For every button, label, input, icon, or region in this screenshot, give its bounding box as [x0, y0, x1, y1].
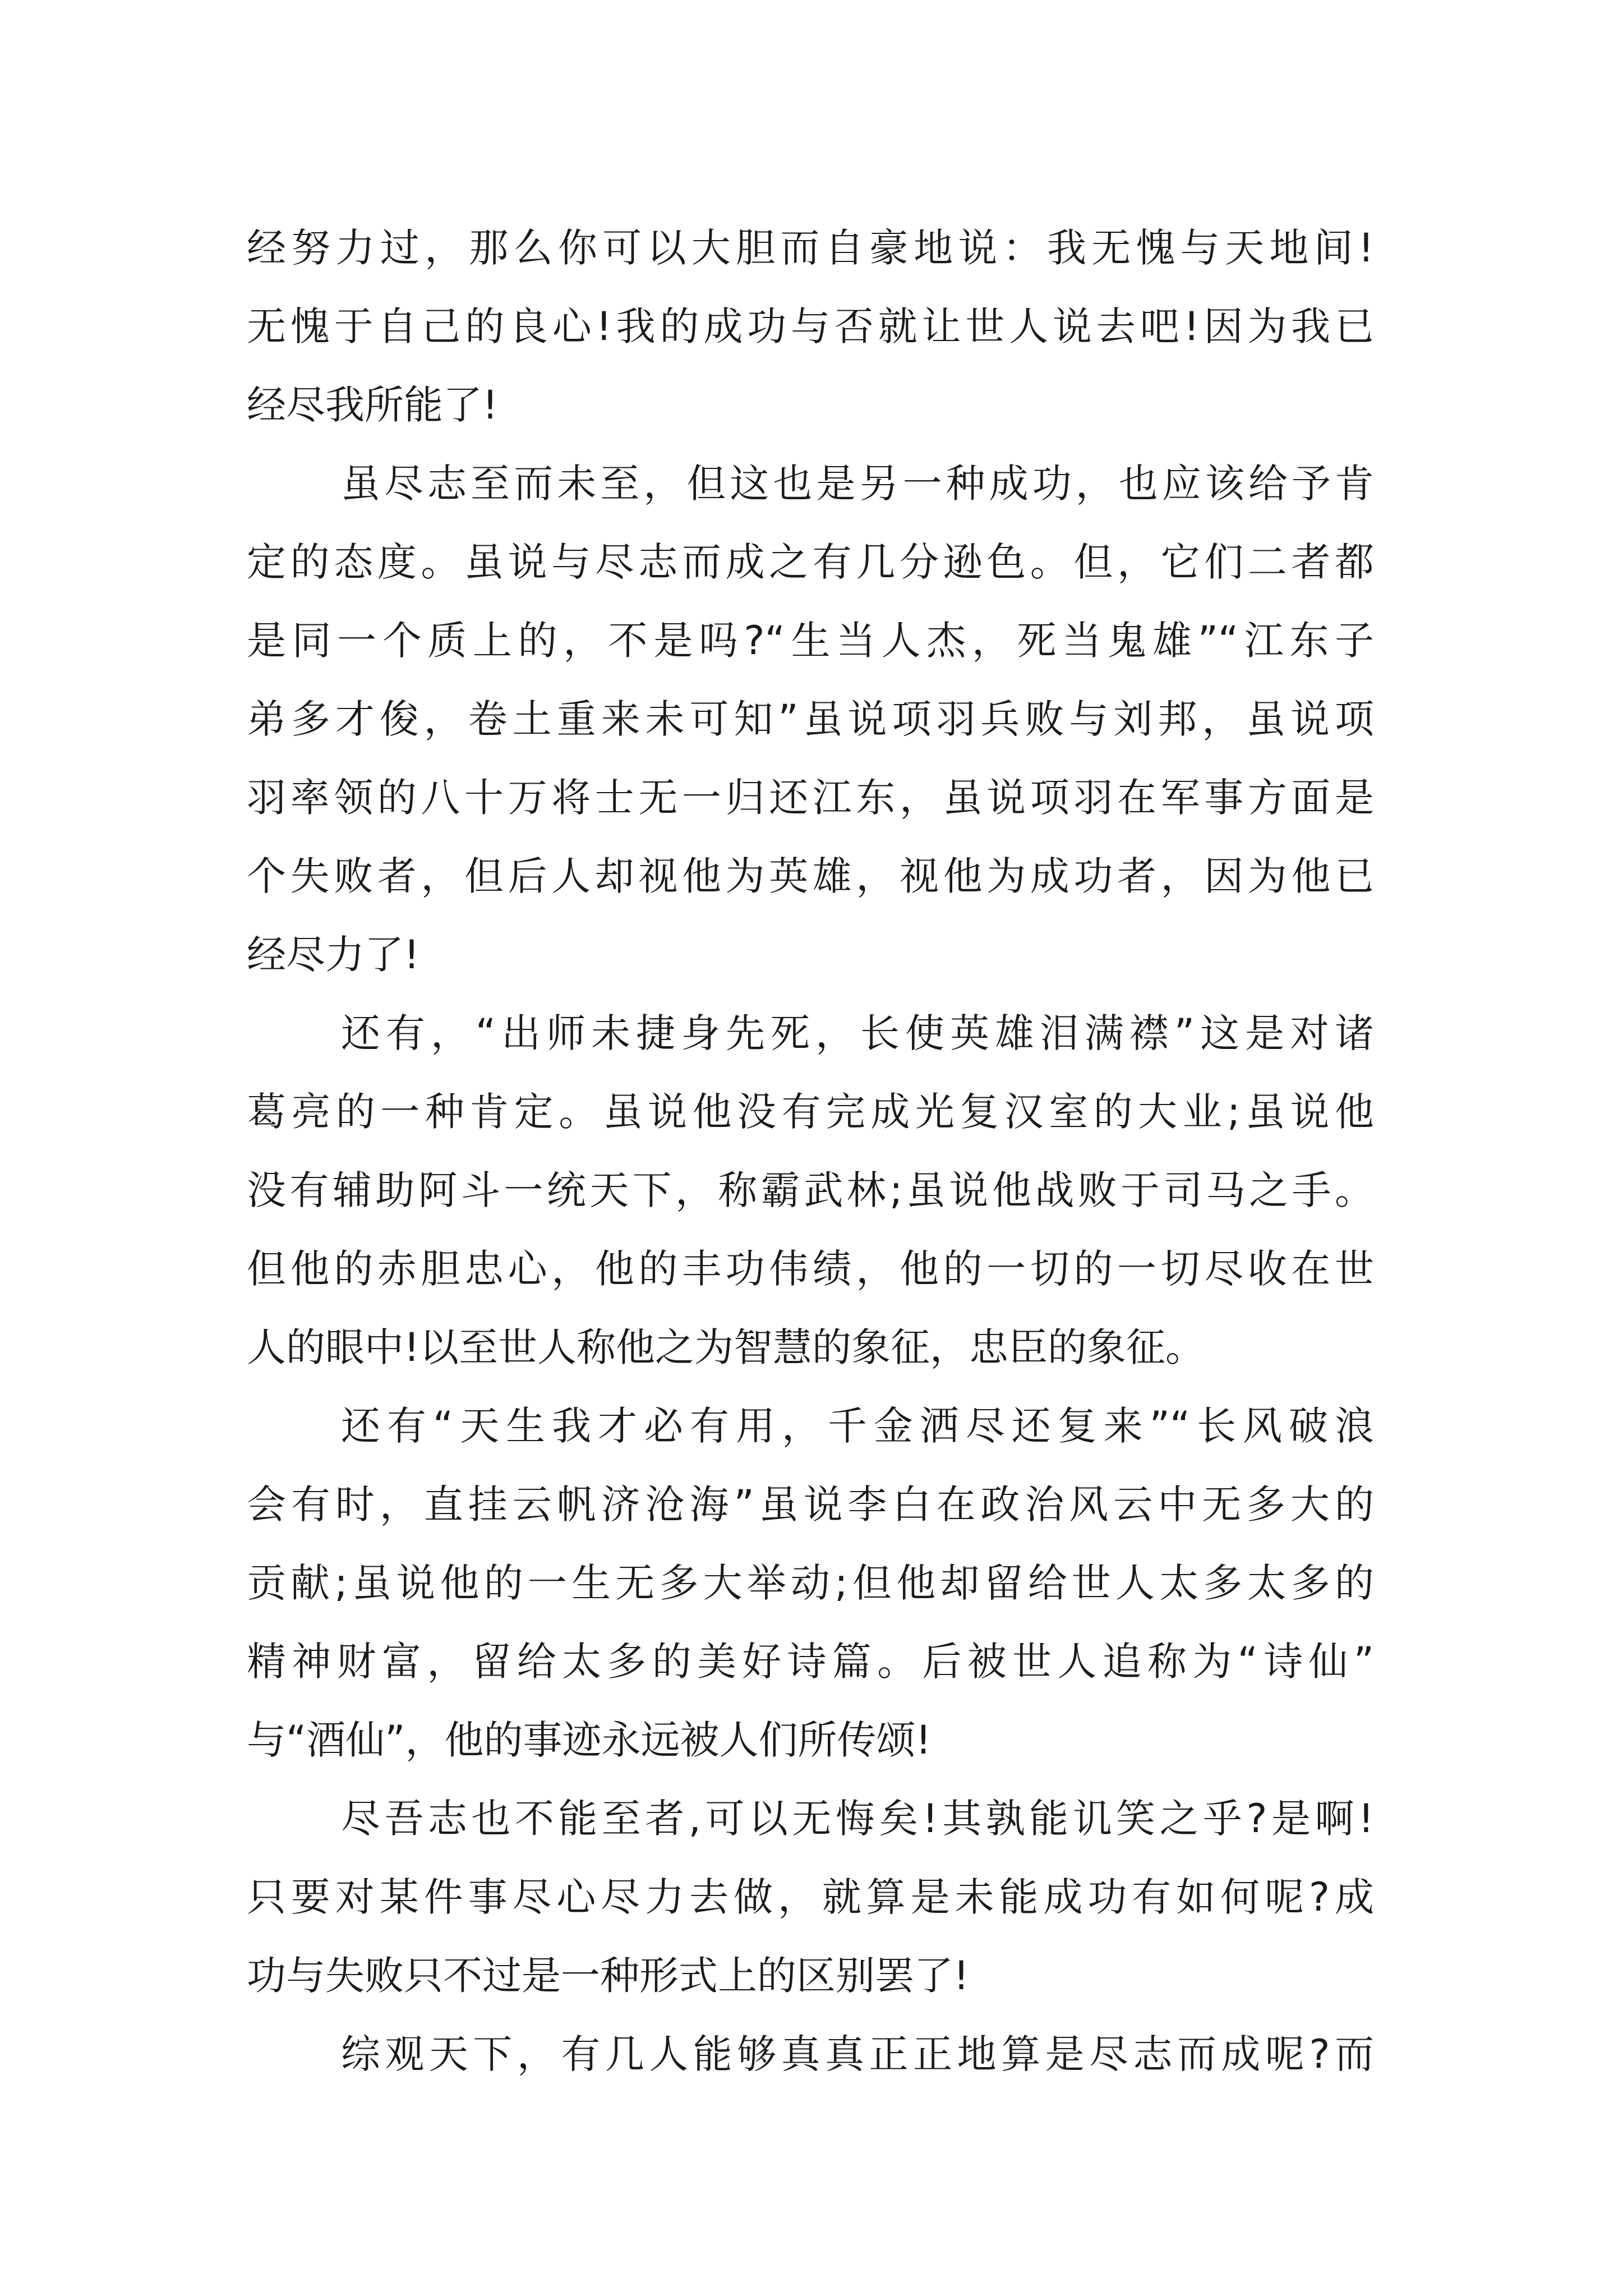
text-line: 羽率领的八十万将士无一归还江东，虽说项羽在军事方面是: [247, 775, 1374, 821]
text-line: 会有时，直挂云帆济沧海”虽说李白在政治风云中无多大的: [247, 1481, 1374, 1527]
text-line: 虽尽志至而未至，但这也是另一种成功，也应该给予肯: [341, 461, 1374, 507]
text-line: 是同一个质上的，不是吗?“生当人杰，死当鬼雄”“江东子: [247, 618, 1374, 664]
paragraph: [247, 209, 1374, 444]
text-line: 人的眼中!以至世人称他之为智慧的象征，忠臣的象征。: [247, 1324, 1205, 1370]
text-line: 还有“天生我才必有用，千金洒尽还复来”“长风破浪: [341, 1403, 1374, 1449]
text-line: 贡献;虽说他的一生无多大举动;但他却留给世人太多太多的: [247, 1560, 1374, 1606]
text-line: 弟多才俊，卷土重来未可知”虽说项羽兵败与刘邦，虽说项: [247, 696, 1374, 742]
text-line: 精神财富，留给太多的美好诗篇。后被世人追称为“诗仙”: [247, 1639, 1374, 1685]
text-line: 没有辅助阿斗一统天下，称霸武林;虽说他战败于司马之手。: [247, 1167, 1374, 1213]
text-line: 经尽我所能了!: [247, 382, 499, 428]
text-line: 经尽力了!: [247, 932, 420, 978]
text-line: 但他的赤胆忠心，他的丰功伟绩，他的一切的一切尽收在世: [247, 1246, 1374, 1292]
text-line: 综观天下，有几人能够真真正正地算是尽志而成呢?而: [341, 2031, 1374, 2077]
text-line: 与“酒仙”，他的事迹永远被人们所传颂!: [247, 1717, 932, 1763]
text-line: 还有，“出师未捷身先死，长使英雄泪满襟”这是对诸: [341, 1010, 1374, 1056]
text-line: 葛亮的一种肯定。虽说他没有完成光复汉室的大业;虽说他: [247, 1089, 1374, 1135]
paragraph: [247, 2015, 1374, 2093]
document-body: [247, 209, 1374, 2093]
text-line: 经努力过，那么你可以大胆而自豪地说：我无愧与天地间!: [247, 225, 1374, 271]
paragraph: [247, 1779, 1374, 2015]
text-line: 个失败者，但后人却视他为英雄，视他为成功者，因为他已: [247, 853, 1374, 899]
paragraph: [247, 994, 1374, 1387]
text-line: 功与失败只不过是一种形式上的区别罢了!: [247, 1953, 970, 1999]
text-line: 定的态度。虽说与尽志而成之有几分逊色。但，它们二者都: [247, 539, 1374, 585]
paragraph: [247, 444, 1374, 994]
text-line: 只要对某件事尽心尽力去做，就算是未能成功有如何呢?成: [247, 1874, 1374, 1920]
text-line: 无愧于自己的良心!我的成功与否就让世人说去吧!因为我已: [247, 303, 1374, 349]
paragraph: [247, 1387, 1374, 1779]
text-line: 尽吾志也不能至者,可以无悔矣!其孰能讥笑之乎?是啊!: [341, 1796, 1374, 1842]
